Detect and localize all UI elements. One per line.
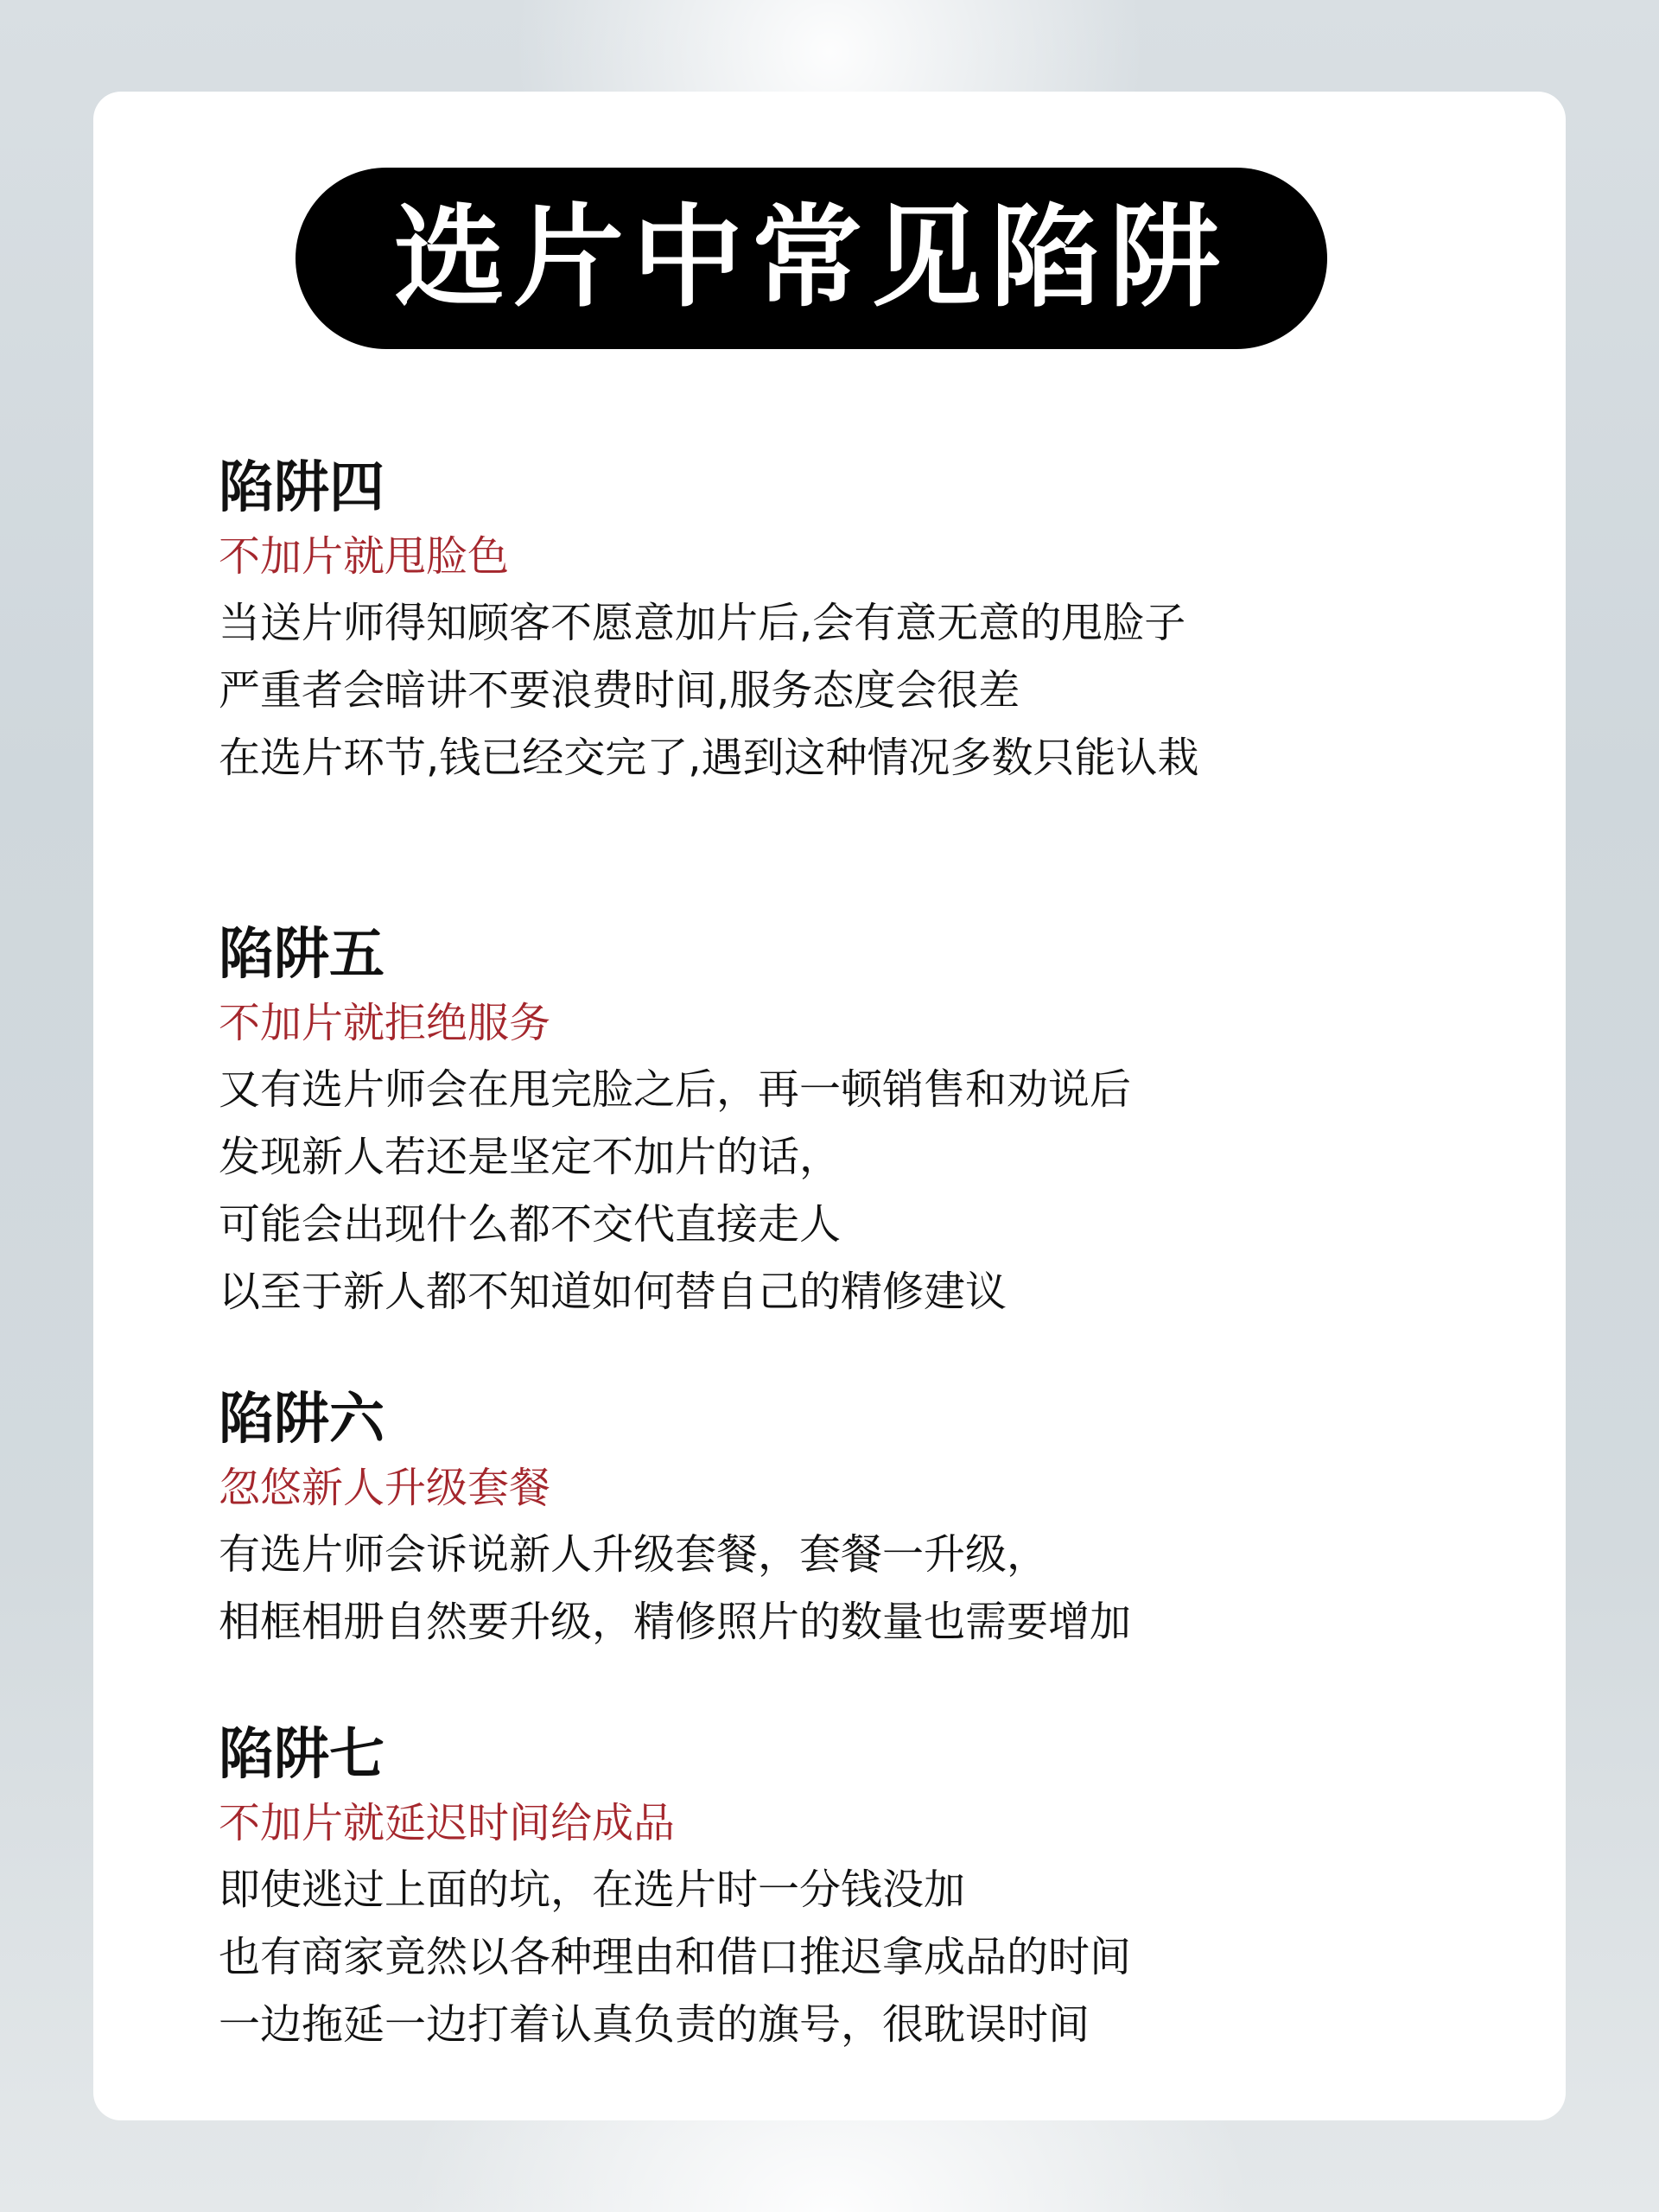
page-title: 选片中常见陷阱 (393, 194, 1229, 322)
description-line: 在选片环节,钱已经交完了,遇到这种情况多数只能认栽 (219, 734, 1199, 782)
trap-description (219, 1856, 1480, 2058)
trap-section-7 (219, 1719, 1480, 2058)
trap-heading: 陷阱七 (219, 1723, 385, 1787)
trap-subtitle: 忽悠新人升级套餐 (219, 1464, 551, 1512)
trap-heading: 陷阱六 (219, 1388, 385, 1452)
trap-description (219, 1521, 1480, 1656)
description-line: 当送片师得知顾客不愿意加片后,会有意无意的甩脸子 (219, 599, 1186, 647)
trap-heading: 陷阱四 (219, 456, 385, 520)
description-line: 也有商家竟然以各种理由和借口推迟拿成品的时间 (219, 1933, 1132, 1981)
description-line: 可能会出现什么都不交代直接走人 (219, 1200, 842, 1249)
description-line: 一边拖延一边打着认真负责的旗号，很耽误时间 (219, 2000, 1090, 2049)
description-line: 又有选片师会在甩完脸之后，再一顿销售和劝说后 (219, 1065, 1132, 1114)
content-card (93, 92, 1566, 2120)
trap-subtitle: 不加片就甩脸色 (219, 532, 510, 581)
description-line: 有选片师会诉说新人升级套餐，套餐一升级， (219, 1530, 1049, 1579)
trap-section-6 (219, 1384, 1480, 1656)
trap-subtitle: 不加片就拒绝服务 (219, 999, 551, 1047)
description-line: 相框相册自然要升级，精修照片的数量也需要增加 (219, 1598, 1132, 1646)
description-line: 即使逃过上面的坑，在选片时一分钱没加 (219, 1866, 966, 1914)
trap-section-4 (219, 453, 1480, 791)
trap-description (219, 589, 1480, 791)
description-line: 严重者会暗讲不要浪费时间,服务态度会很差 (219, 666, 1020, 715)
trap-description (219, 1056, 1480, 1325)
trap-section-5 (219, 919, 1480, 1325)
trap-subtitle: 不加片就延迟时间给成品 (219, 1799, 676, 1847)
description-line: 发现新人若还是坚定不加片的话， (219, 1133, 842, 1181)
trap-heading: 陷阱五 (219, 923, 385, 987)
description-line: 以至于新人都不知道如何替自己的精修建议 (219, 1268, 1007, 1316)
title-banner (296, 168, 1327, 349)
